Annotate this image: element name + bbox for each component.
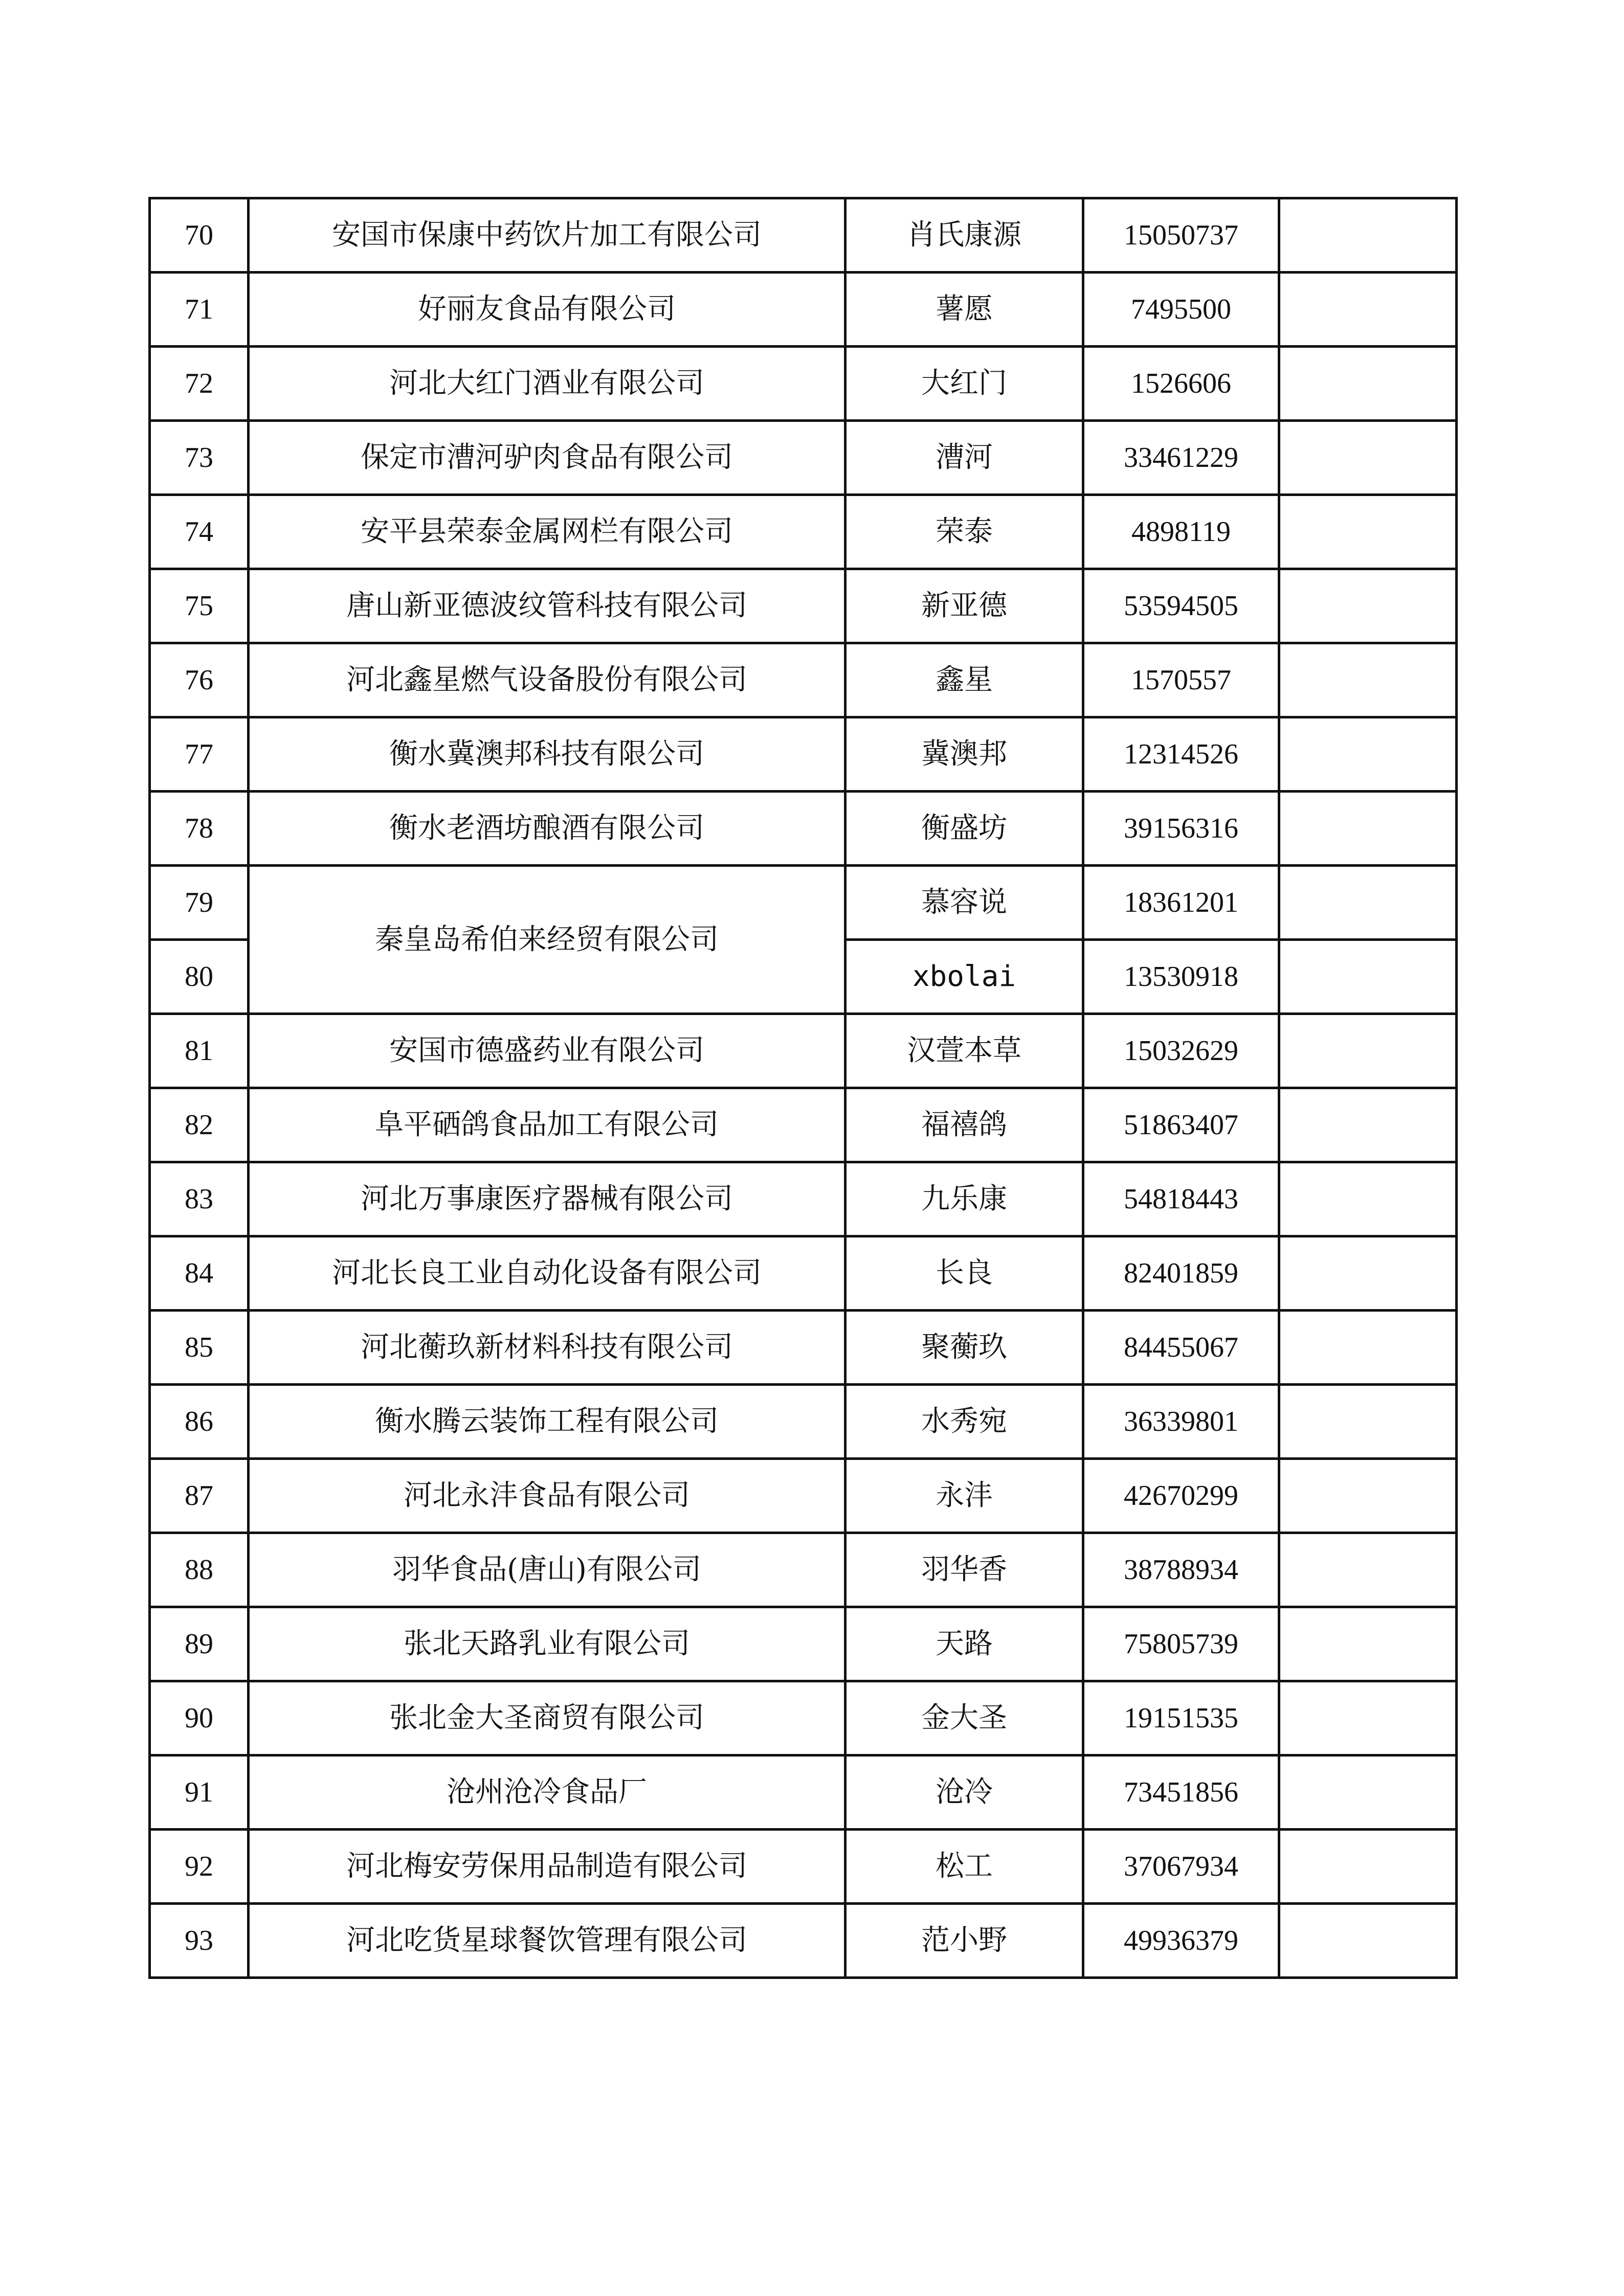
registry-table: [148, 197, 1458, 1979]
brand-name: 大红门: [846, 347, 1083, 421]
table-row: [150, 1311, 1457, 1385]
row-number: 72: [150, 347, 249, 421]
row-number: 75: [150, 569, 249, 643]
brand-name: 沧冷: [846, 1755, 1083, 1830]
registration-number: 53594505: [1083, 569, 1279, 643]
registration-number: 7495500: [1083, 273, 1279, 347]
brand-name: 金大圣: [846, 1681, 1083, 1755]
remark-cell: [1279, 569, 1457, 643]
table-row: [150, 1904, 1457, 1978]
registration-number: 84455067: [1083, 1311, 1279, 1385]
remark-cell: [1279, 347, 1457, 421]
registration-number: 15032629: [1083, 1014, 1279, 1088]
registration-number: 1526606: [1083, 347, 1279, 421]
registration-number: 33461229: [1083, 421, 1279, 495]
company-name: 阜平硒鸽食品加工有限公司: [249, 1088, 846, 1162]
brand-name: 松工: [846, 1830, 1083, 1904]
brand-name: 九乐康: [846, 1162, 1083, 1236]
brand-name: 天路: [846, 1607, 1083, 1681]
registration-number: 36339801: [1083, 1385, 1279, 1459]
table-row: [150, 1088, 1457, 1162]
company-name: 张北金大圣商贸有限公司: [249, 1681, 846, 1755]
brand-name: 冀澳邦: [846, 717, 1083, 792]
registration-number: 75805739: [1083, 1607, 1279, 1681]
brand-name: 荣泰: [846, 495, 1083, 569]
remark-cell: [1279, 1385, 1457, 1459]
table-row: [150, 198, 1457, 273]
remark-cell: [1279, 1014, 1457, 1088]
row-number: 78: [150, 792, 249, 866]
brand-name: 范小野: [846, 1904, 1083, 1978]
brand-name: xbolai: [846, 940, 1083, 1014]
registration-number: 37067934: [1083, 1830, 1279, 1904]
row-number: 91: [150, 1755, 249, 1830]
registration-number: 13530918: [1083, 940, 1279, 1014]
company-name: 衡水腾云装饰工程有限公司: [249, 1385, 846, 1459]
table-row: [150, 643, 1457, 717]
brand-name: 肖氏康源: [846, 198, 1083, 273]
brand-name: 薯愿: [846, 273, 1083, 347]
company-name: 唐山新亚德波纹管科技有限公司: [249, 569, 846, 643]
row-number: 84: [150, 1236, 249, 1311]
registration-number: 4898119: [1083, 495, 1279, 569]
registration-number: 15050737: [1083, 198, 1279, 273]
company-name: 安国市保康中药饮片加工有限公司: [249, 198, 846, 273]
registration-number: 54818443: [1083, 1162, 1279, 1236]
remark-cell: [1279, 1830, 1457, 1904]
row-number: 74: [150, 495, 249, 569]
table-row: [150, 1236, 1457, 1311]
registration-number: 51863407: [1083, 1088, 1279, 1162]
brand-name: 汉萱本草: [846, 1014, 1083, 1088]
brand-name: 聚蘅玖: [846, 1311, 1083, 1385]
brand-name: 羽华香: [846, 1533, 1083, 1607]
table-row: [150, 347, 1457, 421]
table-row: [150, 1385, 1457, 1459]
row-number: 73: [150, 421, 249, 495]
company-name: 河北吃货星球餐饮管理有限公司: [249, 1904, 846, 1978]
remark-cell: [1279, 421, 1457, 495]
row-number: 85: [150, 1311, 249, 1385]
row-number: 88: [150, 1533, 249, 1607]
row-number: 93: [150, 1904, 249, 1978]
registration-number: 49936379: [1083, 1904, 1279, 1978]
remark-cell: [1279, 940, 1457, 1014]
remark-cell: [1279, 495, 1457, 569]
row-number: 81: [150, 1014, 249, 1088]
company-name: 安国市德盛药业有限公司: [249, 1014, 846, 1088]
remark-cell: [1279, 866, 1457, 940]
registry-table-body: [150, 198, 1457, 1978]
table-row: [150, 1162, 1457, 1236]
remark-cell: [1279, 1236, 1457, 1311]
table-row: [150, 1755, 1457, 1830]
remark-cell: [1279, 1311, 1457, 1385]
company-name: 河北鑫星燃气设备股份有限公司: [249, 643, 846, 717]
table-row: [150, 1459, 1457, 1533]
remark-cell: [1279, 1607, 1457, 1681]
remark-cell: [1279, 643, 1457, 717]
company-name: 好丽友食品有限公司: [249, 273, 846, 347]
company-name: 安平县荣泰金属网栏有限公司: [249, 495, 846, 569]
remark-cell: [1279, 1533, 1457, 1607]
row-number: 76: [150, 643, 249, 717]
table-row: [150, 569, 1457, 643]
company-name: 河北永沣食品有限公司: [249, 1459, 846, 1533]
table-row: [150, 1533, 1457, 1607]
company-name: 衡水老酒坊酿酒有限公司: [249, 792, 846, 866]
table-row: [150, 1607, 1457, 1681]
company-name: 衡水冀澳邦科技有限公司: [249, 717, 846, 792]
row-number: 87: [150, 1459, 249, 1533]
company-name: 沧州沧冷食品厂: [249, 1755, 846, 1830]
row-number: 90: [150, 1681, 249, 1755]
registration-number: 42670299: [1083, 1459, 1279, 1533]
registration-number: 19151535: [1083, 1681, 1279, 1755]
remark-cell: [1279, 1904, 1457, 1978]
registration-number: 38788934: [1083, 1533, 1279, 1607]
table-row: [150, 1681, 1457, 1755]
row-number: 80: [150, 940, 249, 1014]
brand-name: 福禧鸽: [846, 1088, 1083, 1162]
brand-name: 新亚德: [846, 569, 1083, 643]
remark-cell: [1279, 1755, 1457, 1830]
row-number: 82: [150, 1088, 249, 1162]
table-row: [150, 717, 1457, 792]
company-name: 河北大红门酒业有限公司: [249, 347, 846, 421]
company-name: 张北天路乳业有限公司: [249, 1607, 846, 1681]
remark-cell: [1279, 1088, 1457, 1162]
row-number: 92: [150, 1830, 249, 1904]
remark-cell: [1279, 198, 1457, 273]
registration-number: 1570557: [1083, 643, 1279, 717]
brand-name: 永沣: [846, 1459, 1083, 1533]
row-number: 77: [150, 717, 249, 792]
brand-name: 衡盛坊: [846, 792, 1083, 866]
brand-name: 长良: [846, 1236, 1083, 1311]
company-name: 河北长良工业自动化设备有限公司: [249, 1236, 846, 1311]
company-name: 秦皇岛希伯来经贸有限公司: [249, 866, 846, 1014]
row-number: 89: [150, 1607, 249, 1681]
table-row: [150, 273, 1457, 347]
table-row: [150, 1014, 1457, 1088]
row-number: 83: [150, 1162, 249, 1236]
remark-cell: [1279, 792, 1457, 866]
registration-number: 82401859: [1083, 1236, 1279, 1311]
row-number: 86: [150, 1385, 249, 1459]
brand-name: 慕容说: [846, 866, 1083, 940]
remark-cell: [1279, 1459, 1457, 1533]
registration-number: 18361201: [1083, 866, 1279, 940]
table-row: [150, 495, 1457, 569]
table-row: [150, 792, 1457, 866]
remark-cell: [1279, 717, 1457, 792]
company-name: 河北蘅玖新材料科技有限公司: [249, 1311, 846, 1385]
brand-name: 鑫星: [846, 643, 1083, 717]
table-row: [150, 1830, 1457, 1904]
company-name: 河北梅安劳保用品制造有限公司: [249, 1830, 846, 1904]
remark-cell: [1279, 1162, 1457, 1236]
table-row: [150, 421, 1457, 495]
row-number: 79: [150, 866, 249, 940]
registration-number: 12314526: [1083, 717, 1279, 792]
row-number: 70: [150, 198, 249, 273]
remark-cell: [1279, 273, 1457, 347]
company-name: 保定市漕河驴肉食品有限公司: [249, 421, 846, 495]
brand-name: 水秀宛: [846, 1385, 1083, 1459]
remark-cell: [1279, 1681, 1457, 1755]
registration-number: 39156316: [1083, 792, 1279, 866]
row-number: 71: [150, 273, 249, 347]
registration-number: 73451856: [1083, 1755, 1279, 1830]
brand-name: 漕河: [846, 421, 1083, 495]
table-row: [150, 866, 1457, 940]
company-name: 河北万事康医疗器械有限公司: [249, 1162, 846, 1236]
company-name: 羽华食品(唐山)有限公司: [249, 1533, 846, 1607]
